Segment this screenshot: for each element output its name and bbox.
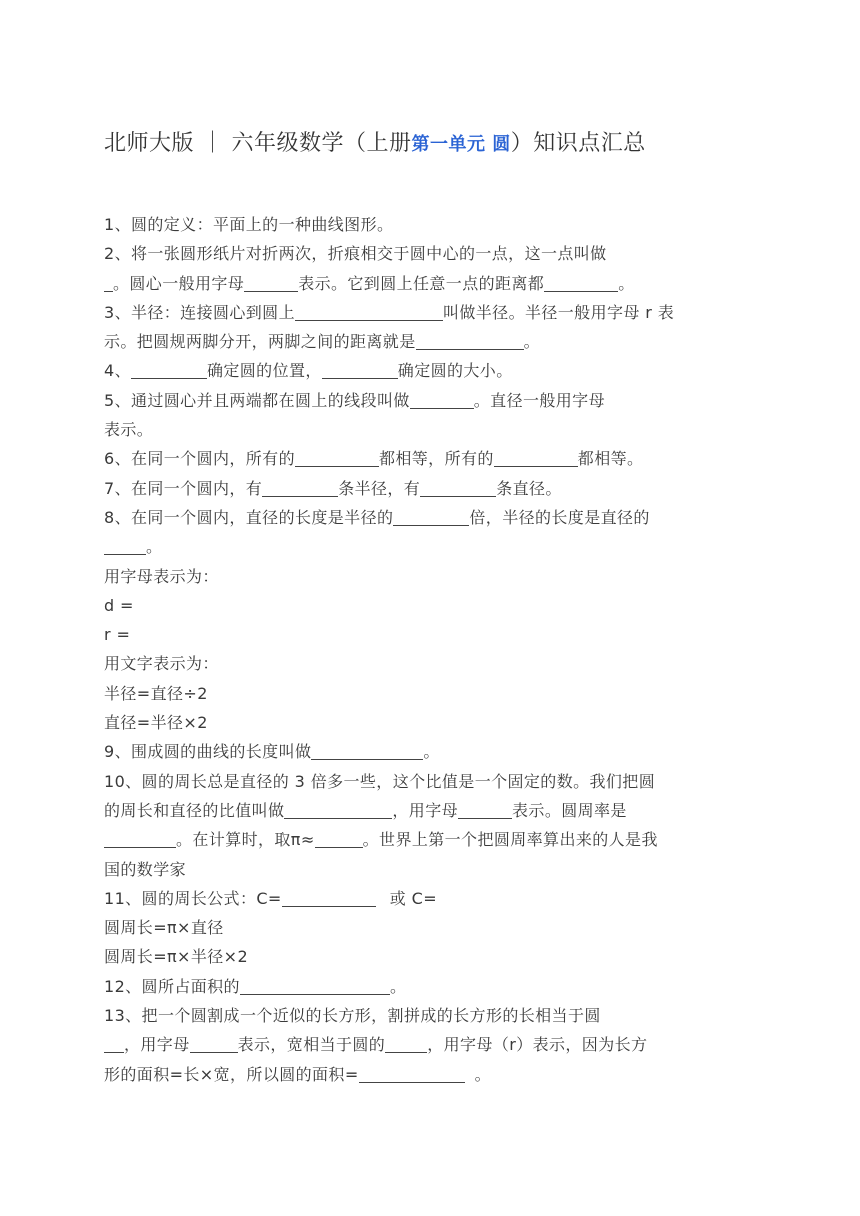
line-27	[104, 972, 756, 1001]
line-6	[104, 356, 756, 385]
answer-blank	[131, 360, 207, 379]
text: 。圆心一般用字母	[113, 273, 245, 293]
text: 表示，宽相当于圆的	[237, 1035, 386, 1055]
answer-blank	[190, 1034, 238, 1053]
line-21	[104, 796, 756, 825]
line-8	[104, 415, 756, 444]
answer-blank	[240, 976, 390, 995]
text: 。	[618, 273, 635, 293]
line-18	[104, 708, 756, 737]
text: 条直径。	[496, 478, 562, 498]
line-22	[104, 825, 756, 854]
text: 。	[474, 1064, 492, 1084]
text: 表示。它到圆上任意一点的距离都	[298, 273, 545, 293]
answer-blank	[104, 829, 176, 848]
text: 直径=半径×2	[104, 713, 208, 733]
text: 或 C=	[389, 888, 438, 908]
answer-blank	[104, 1034, 124, 1053]
answer-blank	[284, 800, 392, 819]
text: 条半径，有	[338, 478, 421, 498]
answer-blank	[244, 273, 298, 292]
title-prefix: 北师大版 ｜ 六年级数学（上册	[104, 131, 412, 156]
line-2	[104, 239, 756, 268]
text: 倍，半径的长度是直径的	[469, 507, 650, 527]
text: 3、半径：连接圆心到圆上	[104, 302, 295, 322]
line-26	[104, 942, 756, 971]
answer-blank	[295, 302, 443, 321]
answer-blank	[322, 360, 398, 379]
text: 5、通过圆心并且两端都在圆上的线段叫做	[104, 390, 410, 410]
line-5	[104, 327, 756, 356]
line-7	[104, 386, 756, 415]
line-20	[104, 767, 756, 796]
answer-blank	[359, 1064, 465, 1083]
text: 。	[146, 537, 163, 557]
line-10	[104, 474, 756, 503]
text: d =	[104, 595, 134, 615]
text: 11、圆的周长公式：C=	[104, 888, 282, 908]
answer-blank	[385, 1034, 427, 1053]
text: 都相等，所有的	[378, 449, 494, 469]
text: 表示。	[104, 420, 154, 440]
answer-blank	[104, 536, 146, 555]
text: 叫做半径。半径一般用字母 r 表	[442, 302, 675, 322]
document-body	[104, 210, 756, 1089]
answer-blank	[295, 448, 379, 467]
line-19	[104, 737, 756, 766]
answer-blank	[393, 507, 469, 526]
title-suffix: ）知识点汇总	[510, 131, 646, 156]
line-17	[104, 679, 756, 708]
answer-blank	[282, 888, 376, 907]
text: 9、围成圆的曲线的长度叫做	[104, 742, 312, 762]
line-9	[104, 444, 756, 473]
line-3	[104, 269, 756, 298]
line-16	[104, 649, 756, 678]
document-title	[104, 126, 646, 157]
text: 形的面积=长×宽，所以圆的面积=	[104, 1064, 359, 1084]
answer-blank	[494, 448, 578, 467]
line-24	[104, 884, 756, 913]
line-25	[104, 913, 756, 942]
line-13	[104, 562, 756, 591]
line-4	[104, 298, 756, 327]
answer-blank	[262, 478, 338, 497]
text: ，用字母	[392, 800, 459, 820]
line-30	[104, 1060, 756, 1089]
text: r =	[104, 625, 131, 645]
answer-blank	[416, 331, 524, 350]
text: 。直径一般用字母	[473, 390, 605, 410]
text: 半径=直径÷2	[104, 683, 208, 703]
text: 圆周长=π×半径×2	[104, 947, 249, 967]
text: 。	[423, 742, 440, 762]
text: 示。把圆规两脚分开，两脚之间的距离就是	[104, 332, 416, 352]
text: 4、	[104, 361, 131, 381]
text: 确定圆的位置，	[206, 361, 322, 381]
text: 。	[523, 332, 541, 352]
text: 用文字表示为：	[104, 654, 219, 674]
answer-blank	[315, 829, 363, 848]
answer-blank	[410, 390, 474, 409]
text: 国的数学家	[104, 859, 187, 879]
line-23	[104, 855, 756, 884]
text: ，用字母	[124, 1035, 190, 1055]
answer-blank	[104, 273, 113, 292]
text: 。世界上第一个把圆周率算出来的人是我	[362, 830, 658, 850]
text: 圆周长=π×直径	[104, 918, 224, 938]
text: 的周长和直径的比值叫做	[104, 800, 285, 820]
title-highlight: 第一单元 圆	[411, 134, 511, 155]
text: 2、将一张圆形纸片对折两次，折痕相交于圆中心的一点，这一点叫做	[104, 244, 607, 264]
text: 1、圆的定义：平面上的一种曲线图形。	[104, 215, 394, 234]
text: 10、圆的周长总是直径的 3 倍多一些，这个比值是一个固定的数。我们把圆	[104, 771, 656, 791]
line-14	[104, 591, 756, 620]
text: 13、把一个圆割成一个近似的长方形，割拼成的长方形的长相当于圆	[104, 1006, 601, 1026]
text: 7、在同一个圆内，有	[104, 478, 263, 498]
text: 表示。圆周率是	[512, 800, 627, 820]
answer-blank	[458, 800, 512, 819]
text: ，用字母（r）表示，因为长方	[427, 1035, 648, 1055]
text: 。在计算时，取π≈	[176, 830, 315, 850]
text: 12、圆所占面积的	[104, 976, 240, 996]
answer-blank	[420, 478, 496, 497]
text: 。	[389, 976, 407, 996]
line-11	[104, 503, 756, 532]
line-1	[104, 210, 756, 239]
answer-blank	[544, 273, 618, 292]
line-12	[104, 532, 756, 561]
text: 8、在同一个圆内，直径的长度是半径的	[104, 507, 394, 527]
text: 都相等。	[577, 449, 644, 469]
line-28	[104, 1001, 756, 1030]
text: 确定圆的大小。	[397, 361, 513, 381]
text: 用字母表示为：	[104, 566, 219, 586]
line-15	[104, 620, 756, 649]
text: 6、在同一个圆内，所有的	[104, 449, 295, 469]
line-29	[104, 1030, 756, 1059]
answer-blank	[311, 741, 423, 760]
